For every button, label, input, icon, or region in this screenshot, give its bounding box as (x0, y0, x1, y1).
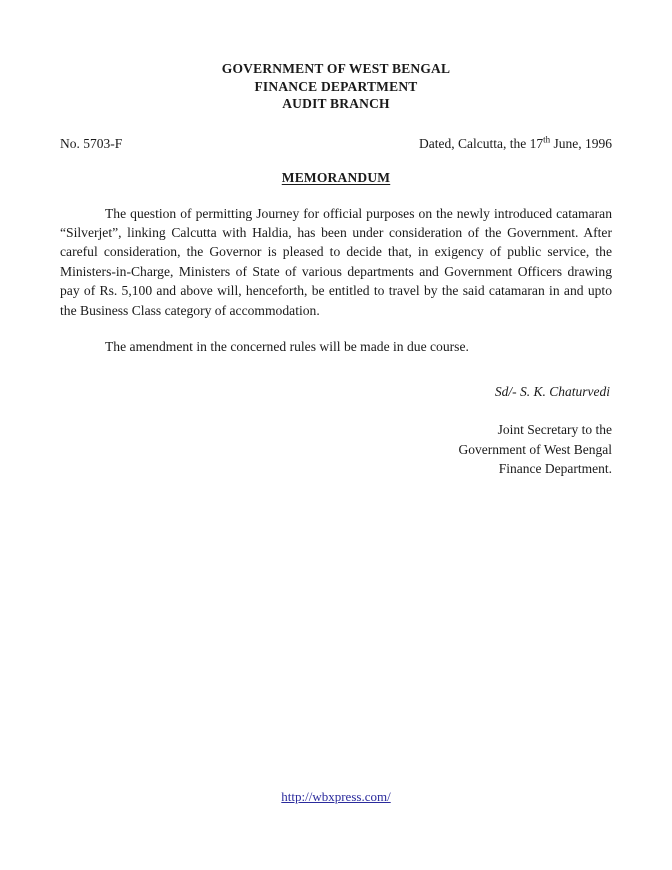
memo-date-ordinal: th (543, 134, 551, 144)
paragraph-one: The question of permitting Journey for official purposes on the newly introduced catamaran “Silverjet”, linking Calcutta with Haldia, has been under consideration of the Government. After careful consideration, the Governor is pleased to decide that, in exigency of public service, the Ministers-in-Charge, Ministers of State of various departments and Government Officers drawing pay of Rs. 5,100 and above will, henceforth, be entitled to travel by the said catamaran in and upto the Business Class category of accommodation. (60, 205, 612, 318)
designation-line-1: Joint Secretary to the (497, 422, 612, 438)
designation-line-2: Government of West Bengal (458, 441, 612, 457)
memorandum-heading-text: MEMORANDUM (281, 169, 391, 185)
paragraph-two: The amendment in the concerned rules will be made in due course. (105, 338, 469, 354)
memo-date-prefix: Dated, Calcutta, the 17 (419, 135, 544, 151)
letterhead-department: FINANCE DEPARTMENT (254, 78, 418, 94)
signature-name: Sd/- S. K. Chaturvedi (494, 384, 610, 400)
letterhead-branch: AUDIT BRANCH (282, 96, 390, 111)
letterhead-government: GOVERNMENT OF WEST BENGAL (221, 61, 451, 76)
memo-date (419, 135, 612, 153)
memo-date-suffix: June, 1996 (550, 135, 612, 151)
memorandum-heading (60, 170, 612, 186)
letterhead (60, 60, 612, 113)
signature-designation (60, 420, 612, 478)
document-body (60, 60, 612, 479)
reference-row (60, 135, 612, 153)
footer (0, 789, 672, 805)
memo-number: No. 5703-F (60, 135, 123, 151)
source-link[interactable]: http://wbxpress.com/ (281, 789, 391, 804)
designation-line-3: Finance Department. (498, 461, 612, 477)
